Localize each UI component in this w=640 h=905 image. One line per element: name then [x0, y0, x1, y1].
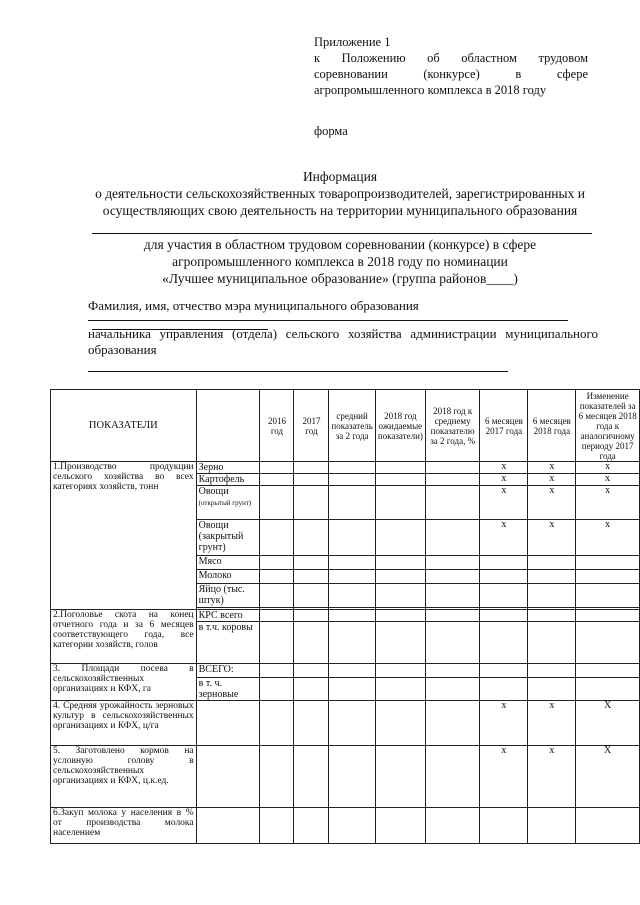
table-cell[interactable]: [260, 474, 294, 486]
table-cell[interactable]: [294, 520, 329, 556]
table-cell[interactable]: [375, 746, 425, 808]
appendix-line: агропромышленного комплекса в 2018 году: [314, 83, 547, 97]
table-cell[interactable]: [576, 556, 640, 570]
table-cell[interactable]: [294, 556, 329, 570]
subcategory-label: Зерно: [196, 462, 260, 474]
table-cell[interactable]: [329, 678, 375, 701]
cross-mark: x: [576, 462, 640, 474]
subcategory-label: Молоко: [196, 570, 260, 584]
table-cell[interactable]: [480, 664, 528, 678]
heading-title: Информация: [302, 169, 378, 184]
form-label: форма: [314, 124, 348, 138]
document-heading: [70, 168, 610, 219]
row-label: 2.Поголовье скота на конец отчетного года и за 6 месяцев соответствующего года, все категории хозяйств, голов: [51, 610, 197, 664]
table-cell[interactable]: [425, 808, 480, 844]
table-cell[interactable]: [294, 746, 329, 808]
table-cell[interactable]: [480, 610, 528, 622]
cross-mark: x: [576, 486, 640, 520]
cross-mark: x: [480, 462, 528, 474]
table-cell[interactable]: [294, 701, 329, 746]
subcategory-label: ВСЕГО:: [196, 664, 260, 678]
table-cell[interactable]: [329, 808, 375, 844]
table-cell[interactable]: [576, 610, 640, 622]
table-cell[interactable]: [260, 664, 294, 678]
cross-mark: x: [576, 474, 640, 486]
table-cell[interactable]: [425, 584, 480, 608]
table-cell[interactable]: [329, 474, 375, 486]
heading-line: о деятельности сельскохозяйственных товаропроизводителей, зарегистрированных и: [95, 186, 585, 201]
table-cell[interactable]: [425, 486, 480, 520]
table-cell[interactable]: [196, 808, 260, 844]
table-cell[interactable]: [329, 570, 375, 584]
table-cell[interactable]: [528, 808, 576, 844]
table-row: [51, 610, 640, 622]
table-cell[interactable]: [375, 570, 425, 584]
cross-mark: x: [528, 486, 576, 520]
table-cell[interactable]: [375, 808, 425, 844]
subcategory-label: в т.ч. коровы: [196, 622, 260, 664]
cross-mark: x: [528, 701, 576, 746]
table-cell[interactable]: [375, 622, 425, 664]
table-cell[interactable]: [480, 678, 528, 701]
table-cell[interactable]: [329, 701, 375, 746]
purpose-block: [70, 236, 610, 287]
cross-mark: x: [576, 520, 640, 556]
subcategory-note: (открытый грунт): [198, 499, 252, 507]
subcategory-label: Картофель: [196, 474, 260, 486]
table-cell[interactable]: [528, 622, 576, 664]
table-cell[interactable]: [294, 570, 329, 584]
table-cell[interactable]: [375, 701, 425, 746]
table-cell[interactable]: [375, 486, 425, 520]
table-cell[interactable]: [294, 474, 329, 486]
cross-mark: x: [480, 486, 528, 520]
header-change: Изменение показателей за 6 месяцев 2018 года к аналогичному периоду 2017 года: [576, 390, 640, 462]
table-cell[interactable]: [425, 746, 480, 808]
table-cell[interactable]: [425, 678, 480, 701]
chief-label: начальника управления (отдела) сельского хозяйства администрации муниципального образования: [88, 326, 598, 357]
table-header-row: [51, 390, 640, 462]
table-cell[interactable]: [375, 678, 425, 701]
table-cell[interactable]: [260, 610, 294, 622]
header-2017: 2017 год: [294, 390, 329, 462]
table-cell[interactable]: [528, 556, 576, 570]
header-average: средний показатель за 2 года: [329, 390, 375, 462]
table-cell[interactable]: [196, 701, 260, 746]
header-expected-2018: 2018 год ожидаемые показатели): [375, 390, 425, 462]
table-cell[interactable]: [375, 584, 425, 608]
cross-mark: x: [528, 746, 576, 808]
table-cell[interactable]: [329, 520, 375, 556]
table-cell[interactable]: [576, 622, 640, 664]
cross-mark: x: [480, 746, 528, 808]
cross-mark: x: [480, 474, 528, 486]
table-cell[interactable]: [329, 556, 375, 570]
table-cell[interactable]: [425, 610, 480, 622]
cross-mark: x: [528, 462, 576, 474]
table-cell[interactable]: [260, 746, 294, 808]
table-cell[interactable]: [425, 520, 480, 556]
table-cell[interactable]: [425, 462, 480, 474]
table-cell[interactable]: [329, 664, 375, 678]
table-cell[interactable]: [576, 664, 640, 678]
appendix-block: [314, 34, 588, 98]
table-cell[interactable]: [294, 622, 329, 664]
table-cell[interactable]: [375, 610, 425, 622]
row-label: 6.Закуп молока у населения в % от производства молока населением: [51, 808, 197, 844]
table-cell[interactable]: [375, 474, 425, 486]
cross-mark: x: [528, 474, 576, 486]
table-cell[interactable]: [294, 678, 329, 701]
cross-mark: X: [576, 701, 640, 746]
table-cell[interactable]: [576, 678, 640, 701]
cross-mark: x: [480, 520, 528, 556]
table-cell[interactable]: [425, 474, 480, 486]
table-cell[interactable]: [294, 486, 329, 520]
header-indicators: ПОКАЗАТЕЛИ: [51, 390, 197, 462]
table-cell[interactable]: [294, 462, 329, 474]
table-cell[interactable]: [425, 556, 480, 570]
table-cell[interactable]: [329, 622, 375, 664]
subcategory-label: в т. ч. зерновые: [196, 678, 260, 701]
table-cell[interactable]: [329, 486, 375, 520]
table-cell[interactable]: [375, 664, 425, 678]
indicators-table: [50, 389, 640, 844]
table-cell[interactable]: [260, 486, 294, 520]
table-cell[interactable]: [576, 808, 640, 844]
appendix-line: к Положению об областном трудовом: [314, 51, 588, 65]
table-cell[interactable]: [294, 808, 329, 844]
table-cell[interactable]: [528, 584, 576, 608]
table-cell[interactable]: [260, 808, 294, 844]
mayor-name-label: Фамилия, имя, отчество мэра муниципального образования: [88, 298, 419, 313]
subcategory-label: Яйцо (тыс. штук): [196, 584, 260, 608]
table-cell[interactable]: [576, 584, 640, 608]
table-cell[interactable]: [196, 746, 260, 808]
row-label: 4. Средняя урожайность зерновых культур в сельскохозяйственных организациях и КФХ, ц/га: [51, 701, 197, 746]
heading-line: осуществляющих свою деятельность на территории муниципального образования: [102, 203, 578, 218]
table-cell[interactable]: [425, 664, 480, 678]
row-label: 3. Площади посева в сельскохозяйственных организациях и КФХ, га: [51, 664, 197, 701]
subcategory-name: Овощи: [198, 486, 229, 497]
table-cell[interactable]: [329, 462, 375, 474]
table-cell[interactable]: [425, 622, 480, 664]
table-row: [51, 664, 640, 678]
purpose-line: агропромышленного комплекса в 2018 году по номинации: [172, 254, 508, 269]
table-cell[interactable]: [480, 622, 528, 664]
purpose-line: «Лучшее муниципальное образование» (группа районов____): [162, 271, 518, 286]
table-cell[interactable]: [480, 556, 528, 570]
header-2018-vs-average: 2018 год к среднему показателю за 2 года, %: [425, 390, 480, 462]
table-cell[interactable]: [528, 570, 576, 584]
subcategory-label: [196, 486, 260, 520]
table-row: [51, 701, 640, 746]
table-cell[interactable]: [329, 610, 375, 622]
table-cell[interactable]: [260, 622, 294, 664]
table-cell[interactable]: [329, 584, 375, 608]
table-row: [51, 808, 640, 844]
header-6m-2018: 6 месяцев 2018 года: [528, 390, 576, 462]
table-cell[interactable]: [294, 584, 329, 608]
table-cell[interactable]: [260, 462, 294, 474]
subcategory-label: КРС всего: [196, 610, 260, 622]
table-cell[interactable]: [260, 570, 294, 584]
table-cell[interactable]: [260, 520, 294, 556]
appendix-line: соревновании (конкурсе) в сфере: [314, 67, 588, 81]
table-cell[interactable]: [260, 584, 294, 608]
purpose-line: для участия в областном трудовом соревновании (конкурсе) в сфере: [143, 237, 537, 252]
table-cell[interactable]: [425, 701, 480, 746]
blank-line: [88, 320, 568, 321]
table-cell[interactable]: [294, 664, 329, 678]
cross-mark: x: [480, 701, 528, 746]
table-cell[interactable]: [480, 584, 528, 608]
table-cell[interactable]: [576, 570, 640, 584]
subcategory-label: Мясо: [196, 556, 260, 570]
header-6m-2017: 6 месяцев 2017 года: [480, 390, 528, 462]
table-cell[interactable]: [480, 808, 528, 844]
blank-line: [88, 371, 508, 372]
row-label: 5. Заготовлено кормов на условную голову в сельскохозяйственных организациях и КФХ, ц.к.ед.: [51, 746, 197, 808]
row-label: 1.Производство продукции сельского хозяйства во всех категориях хозяйств, тонн: [51, 462, 197, 610]
table-cell[interactable]: [425, 570, 480, 584]
table-cell[interactable]: [260, 701, 294, 746]
table-row: [51, 746, 640, 808]
table-row: [51, 462, 640, 474]
header-subcategory: [196, 390, 260, 462]
subcategory-label: Овощи (закрытый грунт): [196, 520, 260, 556]
table-cell[interactable]: [528, 610, 576, 622]
table-cell[interactable]: [375, 520, 425, 556]
table-cell[interactable]: [329, 746, 375, 808]
appendix-title: Приложение 1: [314, 35, 391, 49]
cross-mark: X: [576, 746, 640, 808]
table-cell[interactable]: [480, 570, 528, 584]
header-2016: 2016 год: [260, 390, 294, 462]
table-cell[interactable]: [375, 462, 425, 474]
table-cell[interactable]: [260, 556, 294, 570]
table-cell[interactable]: [375, 556, 425, 570]
cross-mark: x: [528, 520, 576, 556]
table-cell[interactable]: [528, 664, 576, 678]
table-cell[interactable]: [528, 678, 576, 701]
table-cell[interactable]: [294, 610, 329, 622]
municipality-blank-line: [92, 233, 592, 234]
table-cell[interactable]: [260, 678, 294, 701]
